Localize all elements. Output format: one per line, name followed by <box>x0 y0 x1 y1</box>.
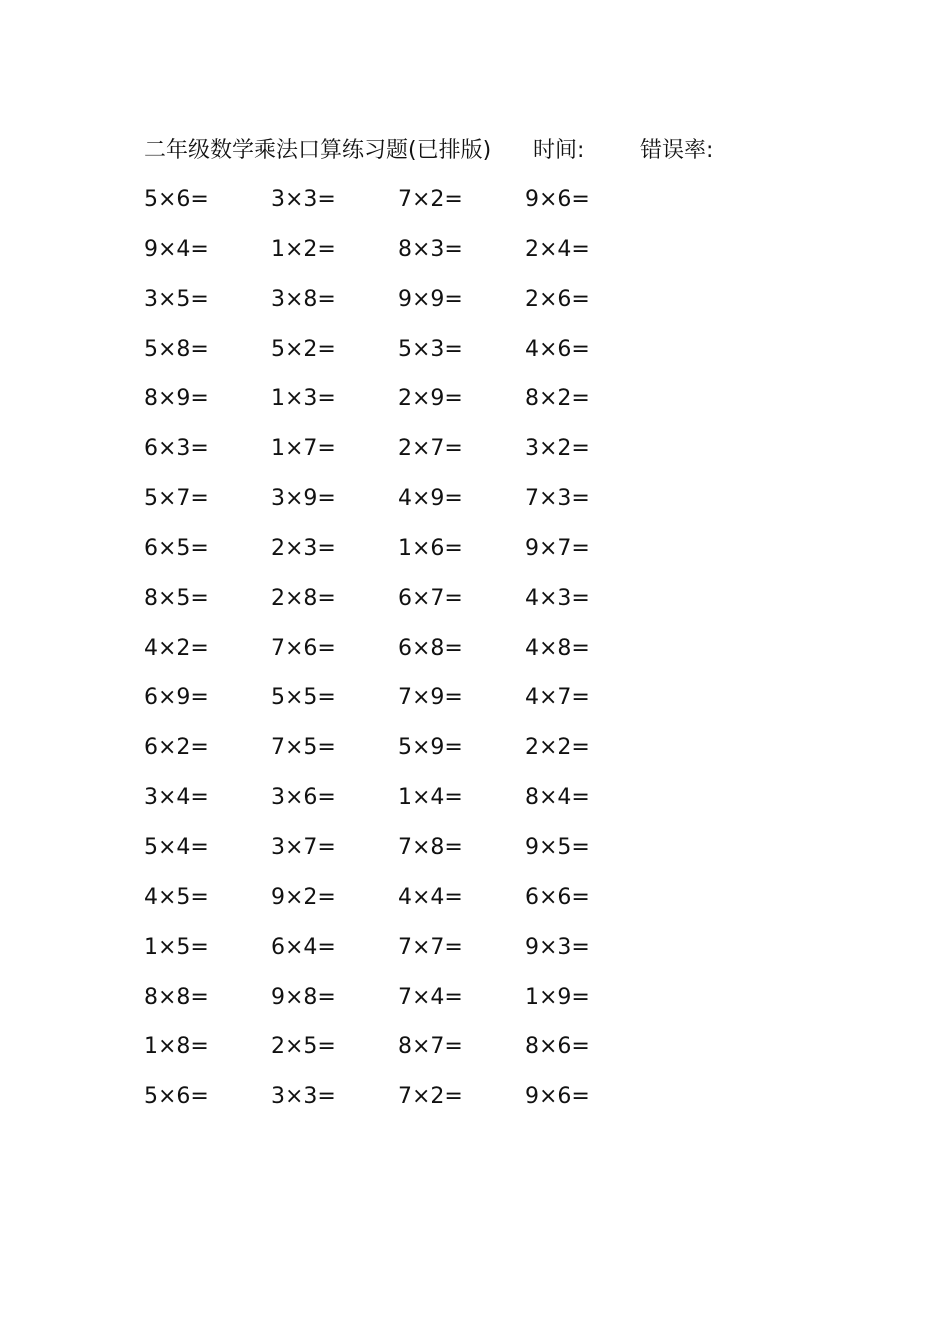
problem-item: 7×2= <box>398 187 463 212</box>
problem-item: 2×3= <box>271 535 336 561</box>
problem-item: 3×5= <box>144 286 209 312</box>
problem-item: 2×7= <box>398 436 463 462</box>
problem-item: 6×9= <box>144 685 209 711</box>
problem-item: 1×5= <box>144 934 209 960</box>
problem-item: 8×2= <box>525 386 590 412</box>
problem-item: 8×8= <box>144 984 209 1010</box>
problem-item: 3×4= <box>144 785 209 811</box>
problem-row <box>144 981 704 1031</box>
problem-item: 2×4= <box>525 236 590 262</box>
problem-item: 5×6= <box>144 1084 209 1110</box>
problem-item: 8×5= <box>144 585 209 611</box>
problem-item: 2×8= <box>271 585 336 611</box>
problem-item: 4×2= <box>144 635 209 661</box>
problem-item: 8×6= <box>525 1034 590 1060</box>
problem-item: 4×9= <box>398 486 463 512</box>
problem-item: 1×8= <box>144 1034 209 1060</box>
problem-row <box>144 183 704 233</box>
problem-item: 2×9= <box>398 386 463 412</box>
problem-item: 8×3= <box>398 236 463 262</box>
problem-item: 4×5= <box>144 884 209 910</box>
problem-item: 9×5= <box>525 834 590 860</box>
problem-item: 7×5= <box>271 735 336 761</box>
problem-row <box>144 881 704 931</box>
problem-item: 9×3= <box>525 934 590 960</box>
problem-row <box>144 831 704 881</box>
problem-item: 3×3= <box>271 1084 336 1110</box>
problem-item: 1×6= <box>398 535 463 561</box>
problem-item: 3×3= <box>271 187 336 212</box>
problem-row <box>144 283 704 333</box>
problem-item: 6×6= <box>525 884 590 910</box>
problem-item: 4×4= <box>398 884 463 910</box>
problem-item: 9×9= <box>398 286 463 312</box>
problem-item: 7×8= <box>398 834 463 860</box>
problem-item: 3×6= <box>271 785 336 811</box>
problem-item: 7×6= <box>271 635 336 661</box>
problem-item: 9×6= <box>525 1084 590 1110</box>
worksheet-title: 二年级数学乘法口算练习题(已排版) <box>144 138 492 163</box>
problem-item: 8×7= <box>398 1034 463 1060</box>
problem-item: 1×7= <box>271 436 336 462</box>
problem-item: 2×5= <box>271 1034 336 1060</box>
problem-row <box>144 1030 704 1080</box>
problem-item: 7×4= <box>398 984 463 1010</box>
problem-row <box>144 1080 704 1130</box>
problem-item: 9×4= <box>144 236 209 262</box>
problem-item: 9×7= <box>525 535 590 561</box>
problem-item: 7×2= <box>398 1084 463 1110</box>
problem-item: 8×4= <box>525 785 590 811</box>
problem-item: 1×3= <box>271 386 336 412</box>
problem-item: 2×6= <box>525 286 590 312</box>
problem-item: 6×8= <box>398 635 463 661</box>
problem-row <box>144 681 704 731</box>
problem-row <box>144 632 704 682</box>
problem-row <box>144 532 704 582</box>
problem-item: 6×3= <box>144 436 209 462</box>
problem-item: 2×2= <box>525 735 590 761</box>
problem-item: 8×9= <box>144 386 209 412</box>
problem-item: 4×8= <box>525 635 590 661</box>
problem-item: 3×8= <box>271 286 336 312</box>
problem-item: 3×9= <box>271 486 336 512</box>
problem-item: 9×2= <box>271 884 336 910</box>
problem-item: 4×6= <box>525 336 590 362</box>
problem-grid <box>144 183 704 1130</box>
problem-item: 5×2= <box>271 336 336 362</box>
problem-row <box>144 931 704 981</box>
problem-item: 4×7= <box>525 685 590 711</box>
problem-item: 6×7= <box>398 585 463 611</box>
problem-item: 5×7= <box>144 486 209 512</box>
problem-item: 7×3= <box>525 486 590 512</box>
problem-row <box>144 333 704 383</box>
error-rate-label: 错误率: <box>640 138 714 163</box>
problem-item: 1×4= <box>398 785 463 811</box>
problem-item: 7×7= <box>398 934 463 960</box>
problem-item: 3×2= <box>525 436 590 462</box>
problem-item: 5×5= <box>271 685 336 711</box>
problem-item: 5×9= <box>398 735 463 761</box>
problem-item: 6×2= <box>144 735 209 761</box>
problem-item: 7×9= <box>398 685 463 711</box>
problem-item: 5×8= <box>144 336 209 362</box>
problem-item: 3×7= <box>271 834 336 860</box>
problem-row <box>144 382 704 432</box>
problem-item: 6×4= <box>271 934 336 960</box>
problem-row <box>144 233 704 283</box>
time-label: 时间: <box>533 138 585 163</box>
problem-row <box>144 582 704 632</box>
problem-item: 5×4= <box>144 834 209 860</box>
problem-row <box>144 731 704 781</box>
problem-item: 5×3= <box>398 336 463 362</box>
worksheet-header <box>144 134 844 168</box>
problem-item: 9×8= <box>271 984 336 1010</box>
problem-row <box>144 482 704 532</box>
problem-item: 5×6= <box>144 187 209 212</box>
problem-item: 6×5= <box>144 535 209 561</box>
problem-item: 1×2= <box>271 236 336 262</box>
problem-row <box>144 781 704 831</box>
problem-item: 4×3= <box>525 585 590 611</box>
problem-item: 9×6= <box>525 187 590 212</box>
problem-row <box>144 432 704 482</box>
problem-item: 1×9= <box>525 984 590 1010</box>
